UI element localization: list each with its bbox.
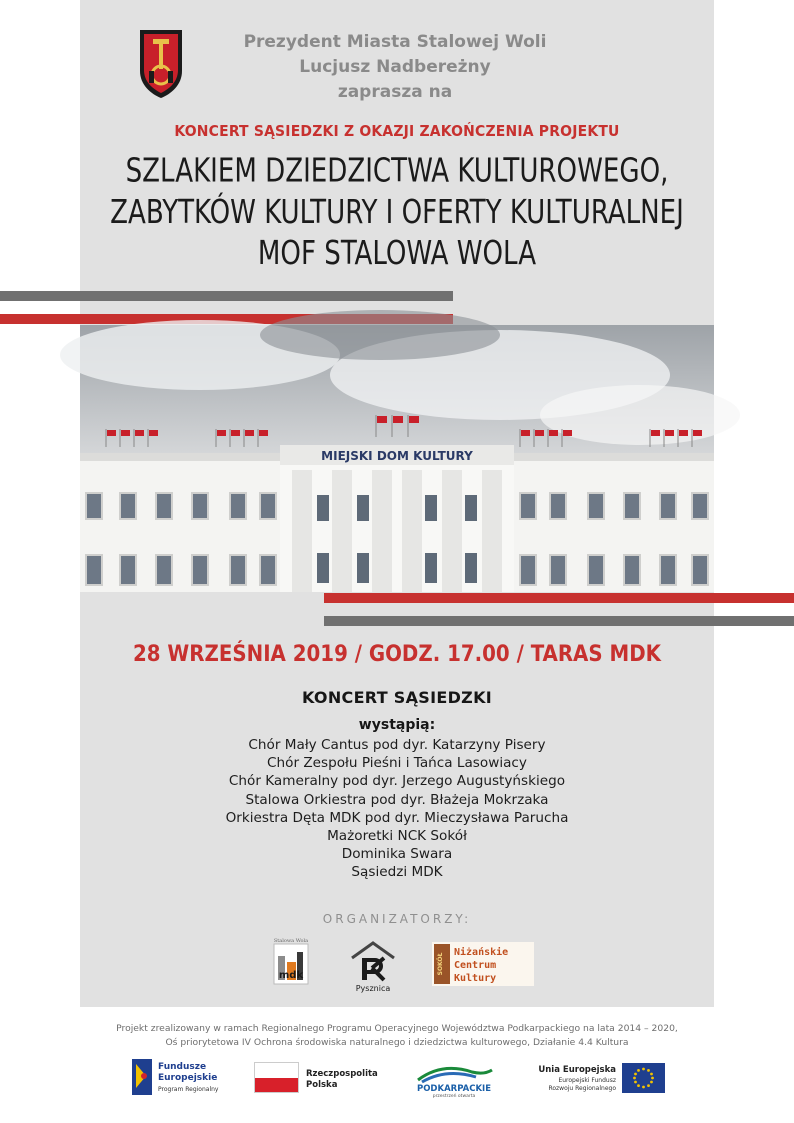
rp-line2: Polska: [306, 1080, 338, 1090]
unia-europejska-logo: [532, 1058, 668, 1098]
stripe-gray-top: [0, 291, 453, 301]
building-sign-text: MIEJSKI DOM KULTURY: [321, 449, 473, 463]
pysznica-logo: [348, 938, 398, 994]
podkarpackie-tagline: przestrzeń otwarta: [432, 1094, 476, 1099]
fe-line3: Program Regionalny: [158, 1086, 219, 1093]
mdk-building-photo: [80, 325, 714, 592]
podkarpackie-name: PODKARPACKIE: [416, 1084, 492, 1094]
mdk-ring-text: Stalowa Wola: [273, 938, 309, 944]
header-line-name: Lucjusz Nadbereżny: [299, 57, 491, 77]
city-crest-logo: [137, 27, 185, 101]
pysznica-wordmark: Pysznica: [355, 984, 391, 993]
project-title-line: ZABYTKÓW KULTURY I OFERTY KULTURALNEJ: [110, 192, 684, 231]
podkarpackie-logo: [412, 1060, 496, 1098]
footer-line: Projekt zrealizowany w ramach Regionalnego Programu Operacyjnego Województwa Podkarpackiego na lata 2014 – 2020,: [116, 1023, 678, 1034]
header-line-invites: zaprasza na: [337, 82, 453, 102]
project-title: [80, 150, 714, 274]
nck-logo: [432, 940, 534, 988]
organizers-label: ORGANIZATORZY:: [322, 912, 472, 926]
fe-line1: Fundusze: [158, 1062, 207, 1072]
list-item: Sąsiedzi MDK: [351, 864, 443, 881]
concert-title: KONCERT SĄSIEDZKI: [301, 688, 493, 707]
nck-line1: Niżańskie: [454, 947, 509, 958]
list-item: Orkiestra Dęta MDK pod dyr. Mieczysława Parucha: [225, 809, 569, 826]
footer-line: Oś priorytetowa IV Ochrona środowiska naturalnego i dziedzictwa kulturowego, Działanie 4.4 Kultura: [165, 1037, 629, 1048]
nck-line3: Kultury: [454, 973, 497, 984]
project-title-line: SZLAKIEM DZIEDZICTWA KULTUROWEGO,: [125, 151, 669, 190]
stripe-red-bottom: [324, 593, 794, 603]
stripe-gray-bottom: [324, 616, 794, 626]
ue-line2: Europejski Fundusz: [558, 1077, 616, 1084]
concert-subtitle: KONCERT SĄSIEDZKI Z OKAZJI ZAKOŃCZENIA PROJEKTU: [174, 122, 620, 140]
mdk-wordmark: mdk: [278, 970, 304, 981]
nck-line2: Centrum: [454, 960, 497, 971]
project-title-line: MOF STALOWA WOLA: [257, 234, 537, 273]
performers-label: wystąpią:: [358, 717, 436, 733]
header-line-president: Prezydent Miasta Stalowej Woli: [243, 32, 547, 52]
list-item: Chór Kameralny pod dyr. Jerzego Augustyńskiego: [228, 773, 566, 790]
footer-text: [20, 1022, 774, 1050]
rzeczpospolita-polska-logo: [254, 1062, 378, 1094]
list-item: Mażoretki NCK Sokół: [327, 828, 467, 845]
list-item: Dominika Swara: [341, 846, 453, 863]
fe-line2: Europejskie: [158, 1073, 218, 1083]
mdk-logo: [268, 938, 314, 990]
list-item: Chór Mały Cantus pod dyr. Katarzyny Pisery: [248, 737, 546, 753]
nck-badge-text: SOKÓŁ: [437, 952, 444, 976]
performers-list: [80, 736, 714, 882]
ue-line1: Unia Europejska: [538, 1065, 616, 1075]
list-item: Chór Zespołu Pieśni i Tańca Lasowiacy: [267, 755, 527, 772]
invitation-header: [200, 30, 590, 105]
event-date: 28 WRZEŚNIA 2019 / GODZ. 17.00 / TARAS MDK: [132, 642, 661, 667]
fundusze-europejskie-logo: [130, 1056, 230, 1098]
list-item: Stalowa Orkiestra pod dyr. Błażeja Mokrzaka: [245, 791, 549, 808]
rp-line1: Rzeczpospolita: [306, 1069, 378, 1079]
ue-line3: Rozwoju Regionalnego: [548, 1085, 616, 1092]
